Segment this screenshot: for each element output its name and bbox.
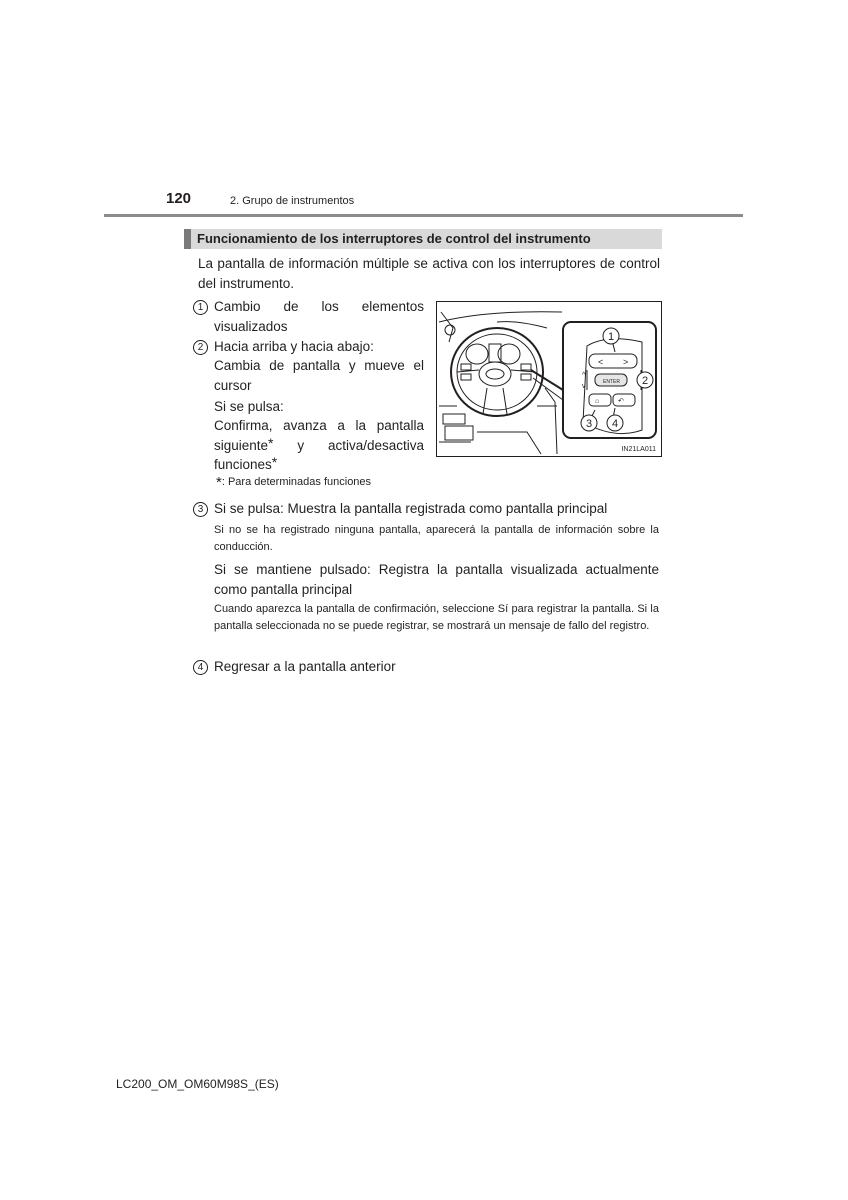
callout-1: 1 [607, 331, 615, 343]
asterisk-mark: * [216, 474, 222, 491]
header-rule [104, 214, 743, 217]
left-chevron-icon: < [598, 357, 604, 367]
right-chevron-icon: > [623, 357, 629, 367]
item-2-line2: Cambia de pantalla y mueve el cursor [214, 358, 424, 393]
callout-3: 3 [585, 418, 593, 430]
item-2-line4a: Confirma, avanza a la pantalla siguiente [214, 418, 424, 453]
figure-code: IN21LA011 [621, 446, 656, 453]
document-code-footer: LC200_OM_OM60M98S_(ES) [116, 1077, 279, 1091]
enter-label: ENTER [603, 379, 620, 385]
home-icon: ⌂ [595, 398, 600, 405]
footnote [216, 474, 371, 491]
item-2-line3: Si se pulsa: [214, 399, 284, 414]
item-number-2: 2 [193, 340, 208, 355]
back-arrow-icon: ↶ [618, 398, 624, 405]
asterisk-mark: * [271, 454, 278, 470]
steering-switch-illustration [436, 301, 662, 457]
up-chevron-icon: ^ [582, 372, 586, 379]
item-number-1: 1 [193, 300, 208, 315]
item-2-line4 [214, 416, 424, 475]
item-3-text: Si se pulsa: Muestra la pantalla registrada como pantalla principal [214, 501, 608, 516]
item-3-text-2: Si se mantiene pulsado: Registra la pantalla visualizada actualmente como pantalla principal [214, 562, 659, 597]
item-3-note-2: Cuando aparezca la pantalla de confirmación, seleccione Sí para registrar la pantalla. Si la pantalla seleccionada no se puede registrar, se mostrará un mensaje de fallo del registro. [214, 603, 659, 632]
item-4-text: Regresar a la pantalla anterior [214, 659, 396, 674]
section-title: Funcionamiento de los interruptores de control del instrumento [197, 231, 591, 246]
item-1-text: Cambio de los elementos visualizados [214, 299, 424, 334]
callout-4: 4 [611, 418, 619, 430]
item-number-3: 3 [193, 502, 208, 517]
item-3-note-1: Si no se ha registrado ninguna pantalla, aparecerá la pantalla de información sobre la conducción. [214, 524, 659, 553]
item-2-line4b: y activa/desactiva funciones [214, 437, 424, 472]
item-2-line1: Hacia arriba y hacia abajo: [214, 339, 374, 354]
asterisk-mark: * [268, 434, 274, 451]
down-chevron-icon: v [582, 383, 586, 390]
steering-wheel-drawing [437, 302, 661, 456]
callout-2: 2 [641, 375, 649, 387]
intro-paragraph: La pantalla de información múltiple se activa con los interruptores de control del instrumento. [198, 256, 660, 291]
footnote-text: : Para determinadas funciones [221, 476, 372, 488]
page-number: 120 [166, 190, 192, 207]
item-number-4: 4 [193, 660, 208, 675]
chapter-title: 2. Grupo de instrumentos [230, 195, 355, 207]
